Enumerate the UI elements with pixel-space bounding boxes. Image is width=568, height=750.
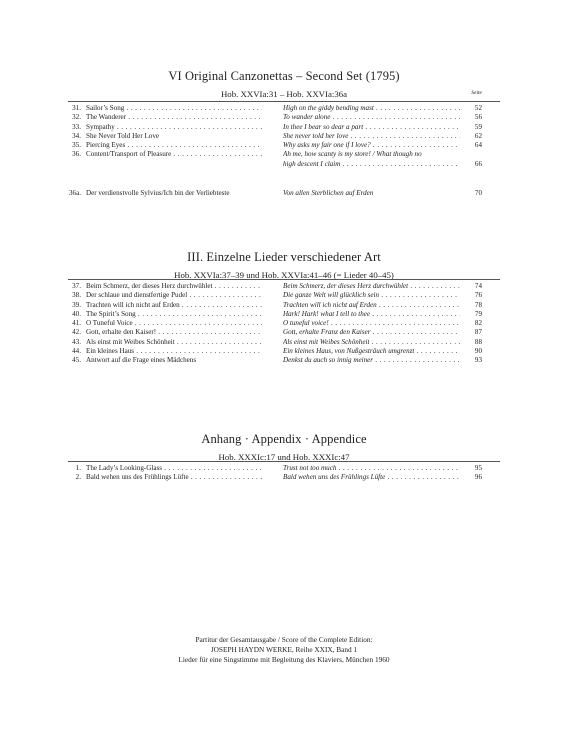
entry-title: Beim Schmerz, der dieses Herz durchwühlet . . . — [86, 282, 262, 291]
entry-title: Der schlaue und dienstfertige Pudel . . . — [86, 291, 262, 300]
entry-number: 31. — [72, 104, 81, 112]
entry-title: Der verdienstvolle Sylvius/Ich bin der Verliebteste — [86, 189, 230, 197]
entry-title: O Tuneful Voice . . . — [86, 319, 262, 328]
entry-incipit: High on the giddy bending mast . . . — [283, 104, 460, 113]
footer-line-1: Partitur der Gesamtausgabe / Score of the Complete Edition: — [195, 635, 373, 644]
entry-incipit: Von allen Sterblichen auf Erden — [283, 189, 374, 197]
toc-entry — [0, 113, 568, 122]
section-einzelne-lieder — [0, 250, 568, 280]
toc-entry — [0, 123, 568, 132]
entry-number: 36. — [72, 150, 81, 159]
entry-page: 74 — [474, 282, 482, 290]
entry-incipit: Als einst mit Weibes Schönheit . . . — [283, 338, 460, 347]
entry-number: 41. — [72, 319, 81, 328]
entry-page: 64 — [474, 141, 482, 150]
entry-number: 42. — [72, 328, 81, 337]
footer-line-3: Lieder für eine Singstimme mit Begleitung des Klaviers, München 1960 — [178, 654, 390, 664]
entry-number: 34. — [72, 131, 81, 140]
entry-title: Als einst mit Weibes Schönheit . . . — [86, 338, 262, 347]
seite-label: Seite — [471, 90, 482, 96]
entry-incipit: Hark! Hark! what I tell to thee . . . — [283, 310, 460, 319]
section-canzonettas — [0, 69, 568, 99]
entry-page: 52 — [474, 104, 482, 112]
toc-entry — [0, 104, 568, 113]
entry-incipit: Ein kleines Haus, von Nußgesträuch umgrenzt . . . — [283, 347, 460, 356]
entry-page: 56 — [474, 113, 482, 122]
entry-page: 88 — [474, 337, 482, 346]
entry-number: 1. — [75, 464, 81, 472]
toc-entry — [0, 132, 568, 141]
entry-page: 59 — [474, 122, 482, 131]
entry-title: The Wanderer . . . — [86, 113, 262, 122]
entry-page: 66 — [474, 159, 482, 168]
toc-entry — [0, 356, 568, 365]
entry-incipit: Ah me, how scanty is my store! / What though no — [283, 150, 422, 159]
entry-number: 35. — [72, 141, 81, 150]
entry-title: The Lady’s Looking-Glass . . . — [86, 464, 262, 473]
entry-title: Trachten will ich nicht auf Erden . . . — [86, 301, 262, 310]
entry-title: She Never Told Her Love — [86, 131, 160, 140]
section-subtitle — [0, 89, 568, 99]
entry-incipit: She never told her love . . . — [283, 132, 460, 141]
entry-incipit: In thee I bear so dear a part . . . — [283, 123, 460, 132]
entry-incipit: O tuneful voice! . . . — [283, 319, 460, 328]
toc-entry — [0, 464, 568, 473]
toc-entry — [0, 473, 568, 482]
toc-entry — [0, 319, 568, 328]
entry-number: 44. — [72, 347, 81, 356]
entry-page: 87 — [474, 328, 482, 337]
entry-page: 93 — [474, 356, 482, 365]
footer-line-2: JOSEPH HAYDN WERKE, Reihe XXIX, Band 1 — [210, 644, 358, 654]
entry-number: 40. — [72, 309, 81, 318]
entry-incipit: Why asks my fair one if I love? . . . — [283, 141, 460, 150]
entry-page: 78 — [474, 300, 482, 309]
section-subtitle: Hob. XXXIc:17 und Hob. XXXIc:47 — [218, 452, 350, 462]
entry-page: 96 — [474, 473, 482, 482]
entry-incipit: Beim Schmerz, der dieses Herz durchwühlet . . . — [283, 282, 460, 291]
toc-entry — [0, 310, 568, 319]
entry-incipit: Bald wehen uns des Frühlings Lüfte . . . — [283, 473, 460, 482]
entry-number: 2. — [75, 473, 81, 482]
entry-page: 79 — [474, 309, 482, 318]
toc-entry — [0, 282, 568, 291]
entry-number: 37. — [72, 282, 81, 290]
entry-number: 45. — [72, 356, 81, 365]
entry-page: 70 — [474, 189, 482, 197]
entry-incipit: Trust not too much . . . — [283, 464, 460, 473]
entry-incipit: Denkst du auch so innig meiner . . . — [283, 356, 460, 365]
entry-incipit: Trachten will ich nicht auf Erden . . . — [283, 301, 460, 310]
divider — [68, 101, 500, 102]
section-appendix — [0, 432, 568, 462]
toc-entry — [0, 338, 568, 347]
entry-number: 36a. — [68, 189, 81, 197]
toc-list-canzonettas — [0, 104, 568, 169]
entry-number: 39. — [72, 300, 81, 309]
toc-entry — [0, 291, 568, 300]
entry-title: Sympathy . . . — [86, 123, 262, 132]
toc-entry — [0, 347, 568, 356]
divider — [68, 279, 500, 280]
toc-entry — [0, 150, 568, 159]
toc-entry-continuation — [0, 160, 568, 169]
entry-incipit: Gott, erhalte Franz den Kaiser . . . — [283, 328, 460, 337]
section-title: III. Einzelne Lieder verschiedener Art — [187, 250, 381, 264]
entry-title: Ein kleines Haus . . . — [86, 347, 262, 356]
entry-page: 62 — [474, 131, 482, 140]
entry-page: 82 — [474, 319, 482, 328]
entry-title: Sailor’s Song . . . — [86, 104, 262, 113]
toc-entry — [0, 328, 568, 337]
divider — [68, 461, 500, 462]
hob-range: Hob. XXVIa:31 – Hob. XXVIa:36a — [220, 89, 348, 99]
entry-number: 43. — [72, 337, 81, 346]
entry-page: 90 — [474, 347, 482, 356]
entry-page: 95 — [474, 464, 482, 472]
entry-number: 38. — [72, 291, 81, 300]
toc-list-lieder — [0, 282, 568, 366]
section-subtitle: Hob. XXVIa:37–39 und Hob. XXVIa:41–46 (= Lieder 40–45) — [174, 270, 394, 280]
section-title: VI Original Canzonettas – Second Set (1795) — [168, 69, 400, 83]
section-title: Anhang · Appendix · Appendice — [201, 432, 367, 446]
toc-entry — [0, 141, 568, 150]
toc-entry — [0, 189, 568, 198]
entry-title: Piercing Eyes . . . — [86, 141, 262, 150]
entry-title: Antwort auf die Frage eines Mädchens — [86, 356, 197, 365]
edition-footer — [0, 635, 568, 664]
entry-title: Content/Transport of Pleasure . . . — [86, 150, 262, 159]
toc-list-appendix — [0, 464, 568, 483]
entry-page: 76 — [474, 291, 482, 300]
toc-entry — [0, 301, 568, 310]
entry-incipit: Die ganze Welt will glücklich sein . . . — [283, 291, 460, 300]
entry-number: 32. — [72, 113, 81, 122]
toc-list-extra — [0, 189, 568, 198]
entry-number: 33. — [72, 122, 81, 131]
entry-title: The Spirit’s Song . . . — [86, 310, 262, 319]
entry-title: Bald wehen uns des Frühlings Lüfte . . . — [86, 473, 262, 482]
entry-title: Gott, erhalte den Kaiser! . . . — [86, 328, 262, 337]
entry-incipit-continued: high descent I claim . . . — [283, 160, 460, 169]
entry-incipit: To wander alone . . . — [283, 113, 460, 122]
